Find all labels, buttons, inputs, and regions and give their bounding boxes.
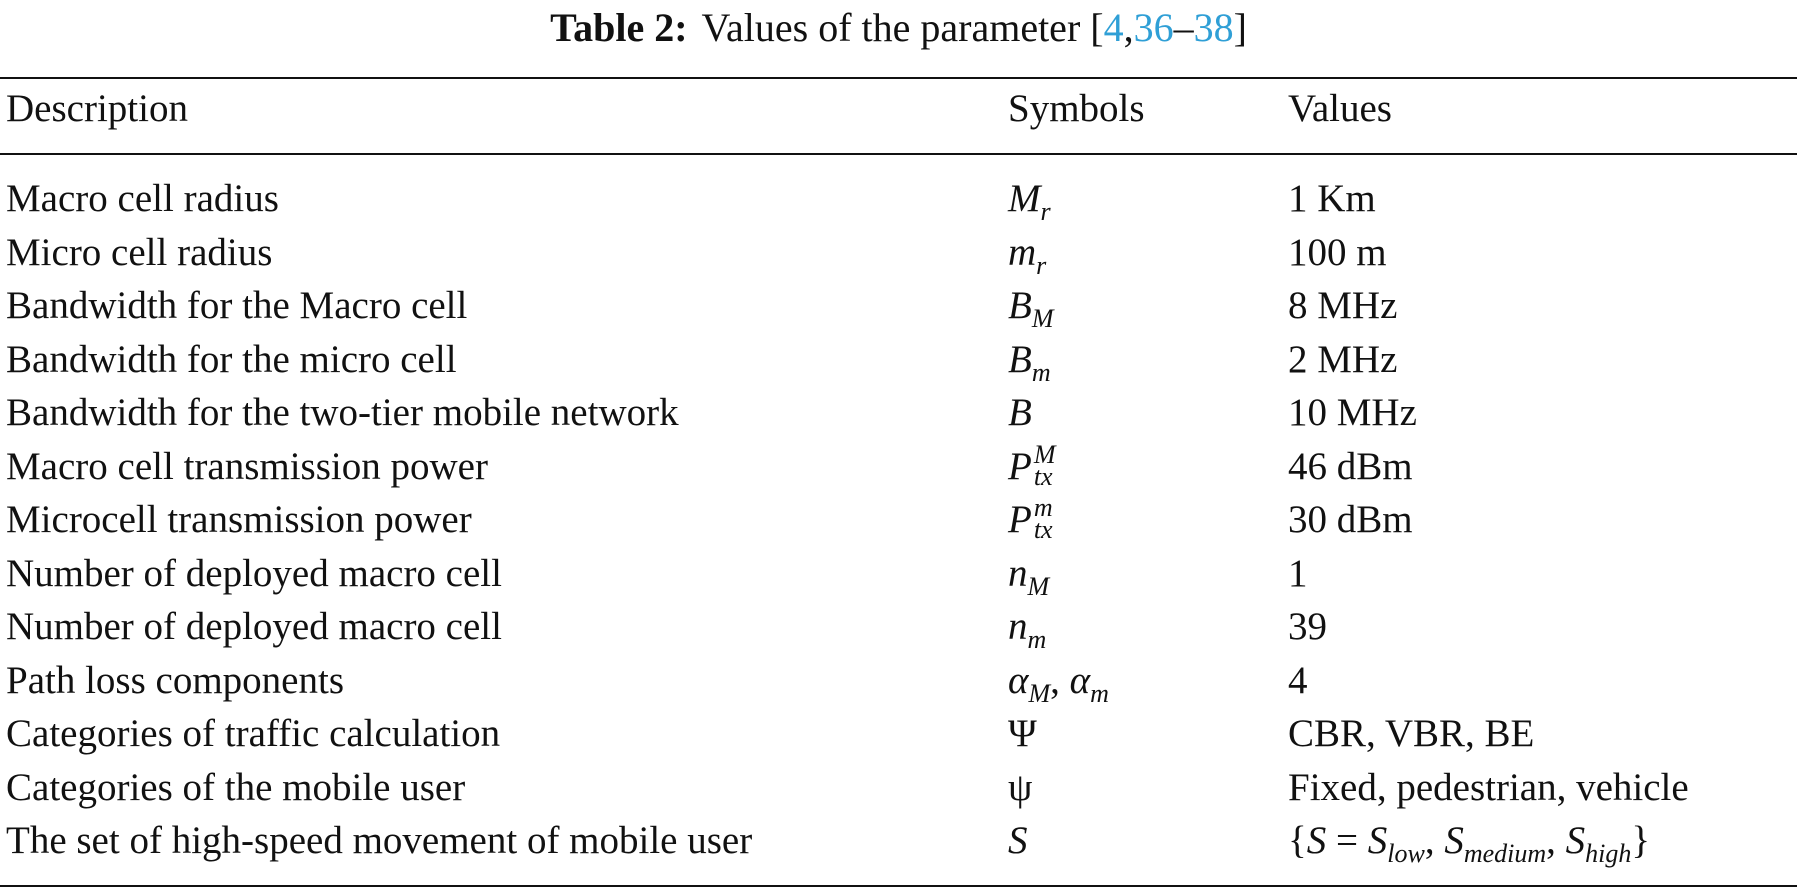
symbol-subscript: m xyxy=(1090,678,1109,708)
header-description: Description xyxy=(6,87,188,130)
cell-symbol xyxy=(1008,707,1037,761)
set-symbol: S xyxy=(1444,819,1464,862)
cell-description: Micro cell radius xyxy=(6,230,273,274)
cell-value: 100 m xyxy=(1288,230,1387,274)
table-row xyxy=(0,547,1797,601)
symbol-base: n xyxy=(1008,605,1028,648)
set-symbol: S xyxy=(1367,819,1388,862)
header-values: Values xyxy=(1288,87,1392,130)
set-punctuation: , xyxy=(1546,819,1566,862)
set-punctuation: } xyxy=(1631,819,1651,862)
symbol-base: P xyxy=(1008,444,1032,488)
cell-description: Bandwidth for the micro cell xyxy=(6,337,457,381)
table-row xyxy=(0,226,1797,280)
caption-close-bracket: ] xyxy=(1233,5,1247,50)
cell-description: Bandwidth for the Macro cell xyxy=(6,284,468,327)
symbol-subscript: tx xyxy=(1033,515,1053,545)
cell-symbol xyxy=(1008,493,1053,547)
cell-value: 10 MHz xyxy=(1288,391,1417,434)
table-header-rule xyxy=(0,153,1797,155)
set-subscript: low xyxy=(1387,839,1425,868)
symbol-superscript: m xyxy=(1033,493,1053,523)
symbol-base: B xyxy=(1008,284,1032,327)
symbol-base: α xyxy=(1008,658,1029,702)
cell-description: The set of high-speed movement of mobile user xyxy=(6,819,753,862)
cell-description: Path loss components xyxy=(6,658,344,702)
symbol-base: M xyxy=(1008,177,1041,220)
symbol-subscript: M xyxy=(1028,678,1051,708)
table-row xyxy=(0,654,1797,708)
symbol-base: Ψ xyxy=(1008,712,1037,755)
table-row xyxy=(0,707,1797,761)
cell-description: Macro cell radius xyxy=(6,177,279,220)
symbol-base: S xyxy=(1008,819,1028,862)
set-subscript: high xyxy=(1585,839,1632,868)
cell-value: CBR, VBR, BE xyxy=(1288,712,1535,755)
cell-value: 30 dBm xyxy=(1288,498,1413,541)
cell-value xyxy=(1288,814,1650,881)
cell-symbol xyxy=(1008,761,1032,815)
cell-value: 46 dBm xyxy=(1288,444,1413,488)
table-row xyxy=(0,493,1797,547)
cell-value: 1 Km xyxy=(1288,177,1376,220)
cell-description: Number of deployed macro cell xyxy=(6,605,502,648)
set-symbol: S xyxy=(1565,819,1586,862)
symbol-base: P xyxy=(1008,498,1032,541)
symbol-subscript: m xyxy=(1031,357,1051,387)
symbol-superscript: M xyxy=(1033,439,1056,469)
set-punctuation: , xyxy=(1424,819,1445,862)
cell-value: 4 xyxy=(1288,658,1308,702)
table-bottom-rule xyxy=(0,885,1797,887)
cell-description: Microcell transmission power xyxy=(6,498,472,541)
table-label: Table 2: xyxy=(550,5,688,50)
header-symbols: Symbols xyxy=(1008,87,1145,130)
cell-value: 1 xyxy=(1288,551,1308,595)
symbol-base: ψ xyxy=(1008,765,1033,809)
cell-value: 39 xyxy=(1288,605,1327,648)
symbol-subscript: M xyxy=(1031,304,1054,333)
table-header-row xyxy=(0,82,1797,136)
symbol-subscript: M xyxy=(1027,571,1050,601)
table-row xyxy=(0,440,1797,494)
set-subscript: medium xyxy=(1463,839,1547,868)
symbol-script-stack xyxy=(1033,439,1056,491)
set-punctuation: { xyxy=(1288,819,1307,862)
symbol-separator: , xyxy=(1050,658,1070,702)
symbol-base: B xyxy=(1008,391,1032,434)
symbol-subscript: tx xyxy=(1033,461,1053,491)
set-punctuation: = xyxy=(1326,819,1368,862)
citation-link-38[interactable]: 38 xyxy=(1193,5,1234,50)
symbol-subscript: r xyxy=(1036,250,1047,280)
table-row xyxy=(0,600,1797,654)
table-row xyxy=(0,761,1797,815)
cell-value: 8 MHz xyxy=(1288,284,1398,327)
symbol-base: n xyxy=(1008,551,1028,595)
symbol-base: α xyxy=(1069,658,1091,702)
table-top-rule xyxy=(0,77,1797,79)
table-row xyxy=(0,386,1797,440)
symbol-base: m xyxy=(1008,230,1037,274)
symbol-base: B xyxy=(1008,337,1032,381)
cell-description: Macro cell transmission power xyxy=(6,444,488,488)
cell-description: Categories of the mobile user xyxy=(6,765,466,809)
cell-value: Fixed, pedestrian, vehicle xyxy=(1288,765,1689,809)
table-row xyxy=(0,814,1797,868)
cell-symbol xyxy=(1008,386,1032,440)
set-symbol: S xyxy=(1306,819,1327,862)
symbol-subscript: r xyxy=(1040,197,1051,226)
cell-value: 2 MHz xyxy=(1288,337,1398,381)
table-row xyxy=(0,172,1797,226)
symbol-script-stack xyxy=(1033,493,1053,545)
table-row xyxy=(0,333,1797,387)
cell-symbol xyxy=(1008,814,1028,868)
symbol-subscript: m xyxy=(1027,625,1047,654)
cell-symbol xyxy=(1008,440,1056,494)
citation-link-36[interactable]: 36 xyxy=(1133,5,1174,50)
caption-comma: , xyxy=(1123,5,1134,50)
table-row xyxy=(0,279,1797,333)
caption-dash: – xyxy=(1173,5,1194,50)
cell-description: Categories of traffic calculation xyxy=(6,712,501,755)
caption-text: Values of the parameter [ xyxy=(701,5,1104,50)
citation-link-4[interactable]: 4 xyxy=(1103,5,1124,50)
cell-description: Number of deployed macro cell xyxy=(6,551,502,595)
table-caption xyxy=(0,4,1797,52)
cell-description: Bandwidth for the two-tier mobile network xyxy=(6,391,679,434)
